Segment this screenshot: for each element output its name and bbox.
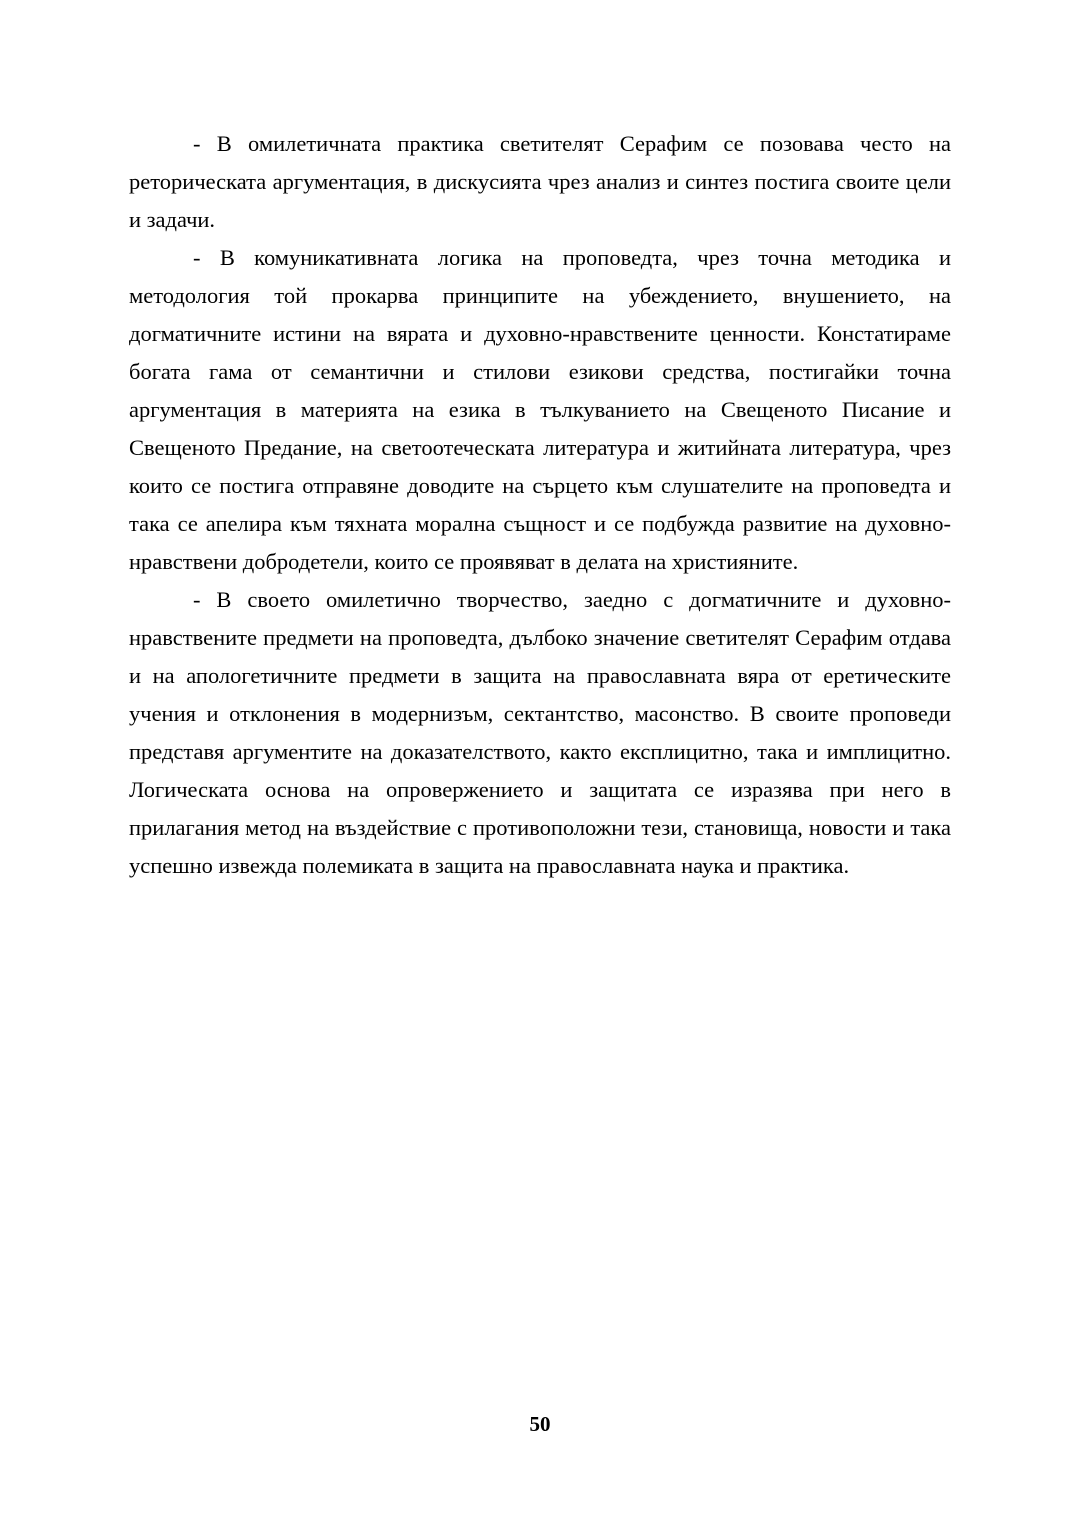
paragraph-homiletic-work: - В своето омилетично творчество, заедно с догматичните и духовно-нравствените предмети на проповедта, дълбоко значение светителят Серафим отдава и на апологетичните предмети в защита на православната вяра от еретическите учения и отклонения в модернизъм, сектантство, масонство. В своите проповеди представя аргументите на доказателството, както експлицитно, така и имплицитно. Логическата основа на опровержението и защитата се изразява при него в прилагания метод на въздействие с противоположни тези, становища, новости и така успешно извежда полемиката в защита на православната наука и практика. xyxy=(129,587,951,878)
body-text xyxy=(129,125,951,885)
page-number: 50 xyxy=(529,1412,551,1436)
paragraph-communicative-logic: - В комуникативната логика на проповедта, чрез точна методика и методология той прокарва принципите на убеждението, внушението, на догматичните истини на вярата и духовно-нравствените ценности. Констатираме богата гама от семантични и стилови езикови средства, постигайки точна аргументация в материята на езика в тълкуванието на Свещеното Писание и Свещеното Предание, на светоотеческата литература и житийната литература, чрез които се постига отправяне доводите на сърцето към слушателите на проповедта и така се апелира към тяхната морална същност и се подбужда развитие на духовно-нравствени добродетели, които се проявяват в делата на християните. xyxy=(129,245,951,574)
paragraph-homiletic-practice: - В омилетичната практика светителят Серафим се позовава често на реторическата аргументация, в дискусията чрез анализ и синтез постига своите цели и задачи. xyxy=(129,131,951,232)
